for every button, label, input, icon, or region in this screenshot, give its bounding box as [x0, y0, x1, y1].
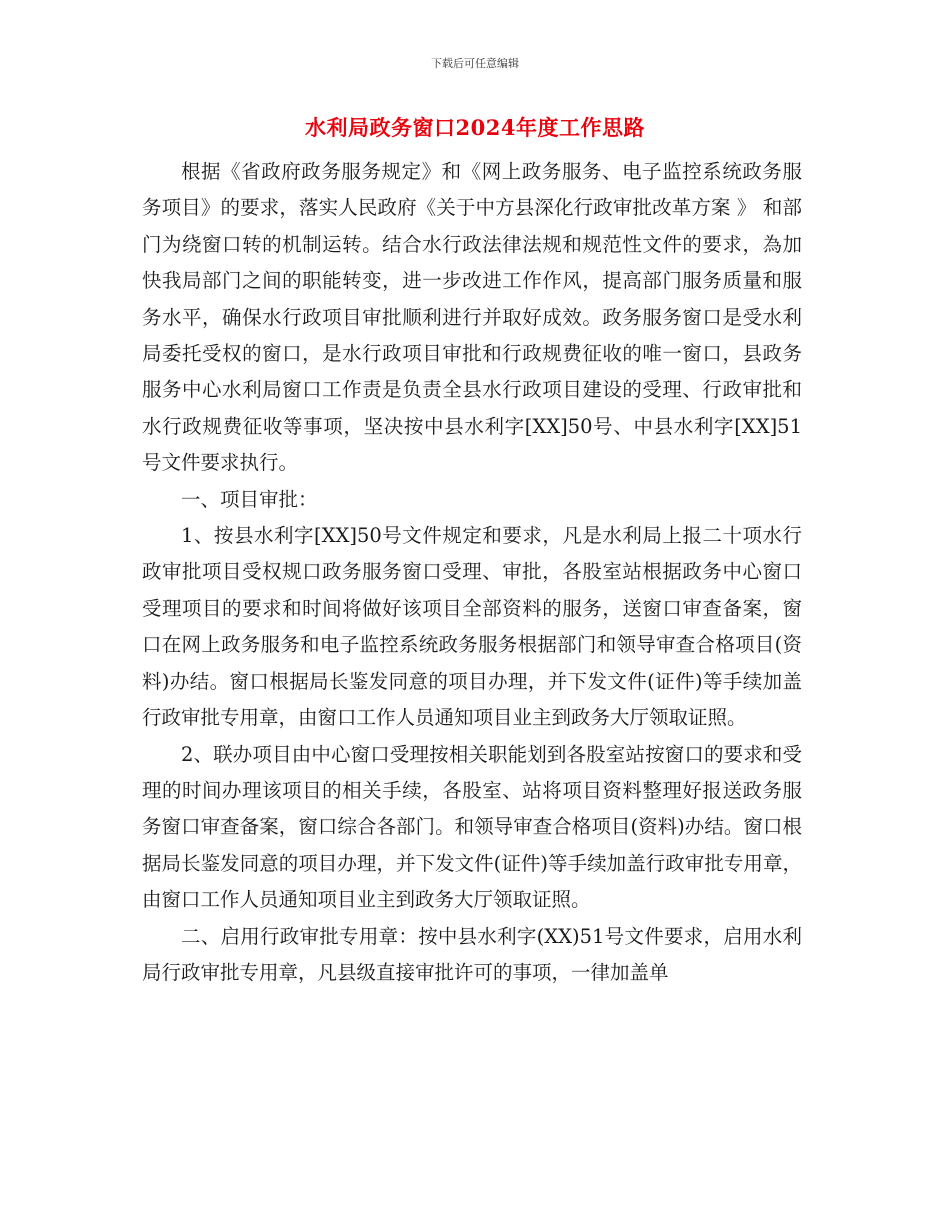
section-heading-approval-seal: 二、启用行政审批专用章：按中县水利字(XX)51号文件要求，启用水利局行政审批专用章，凡县级直接审批许可的事项，一律加盖单 — [142, 924, 802, 984]
paragraph-item-2: 2、联办项目由中心窗口受理按相关职能划到各股室站按窗口的要求和受理的时间办理该项目的相关手续，各股室、站将项目资料整理好报送政务服务窗口审查备案，窗口综合各部门。和领导审查合格项目(资料)办结。窗口根据局长鉴发同意的项目办理，并下发文件(证件)等手续加盖行政审批专用章，由窗口工作人员通知项目业主到政务大厅领取证照。 — [142, 742, 802, 912]
paragraph-intro: 根据《省政府政务服务规定》和《网上政务服务、电子监控系统政务服务项目》的要求，落实人民政府《关于中方县深化行政审批改革方案 》 和部门为绕窗口转的机制运转。结合水行政法律法规和规范性文件的要求，為加快我局部门之间的职能转变，进一步改进工作作风，提高部门服务质量和服务水平，确保水行政项目审批顺利进行并取好成效。政务服务窗口是受水利局委托受权的窗口，是水行政项目审批和行政规费征收的唯一窗口，县政务服务中心水利局窗口工作责是负责全县水行政项目建设的受理、行政审批和水行政规费征收等事项，坚决按中县水利字[XX]50号、中县水利字[XX]51号文件要求执行。 — [142, 160, 802, 475]
document-title: 水利局政务窗口2024年度工作思路 — [305, 115, 645, 140]
page-header-note: 下载后可任意编辑 — [431, 57, 519, 70]
paragraph-item-1: 1、按县水利字[XX]50号文件规定和要求，凡是水利局上报二十项水行政审批项目受权规口政务服务窗口受理、审批，各股室站根据政务中心窗口受理项目的要求和时间将做好该项目全部资料的服务，送窗口审查备案，窗口在网上政务服务和电子监控系统政务服务根据部门和领导审查合格项目(资料)办结。窗口根据局长鉴发同意的项目办理，并下发文件(证件)等手续加盖行政审批专用章，由窗口工作人员通知项目业主到政务大厅领取证照。 — [142, 524, 802, 730]
document-body — [142, 154, 802, 991]
section-heading-project-approval: 一、项目审批： — [181, 487, 318, 511]
